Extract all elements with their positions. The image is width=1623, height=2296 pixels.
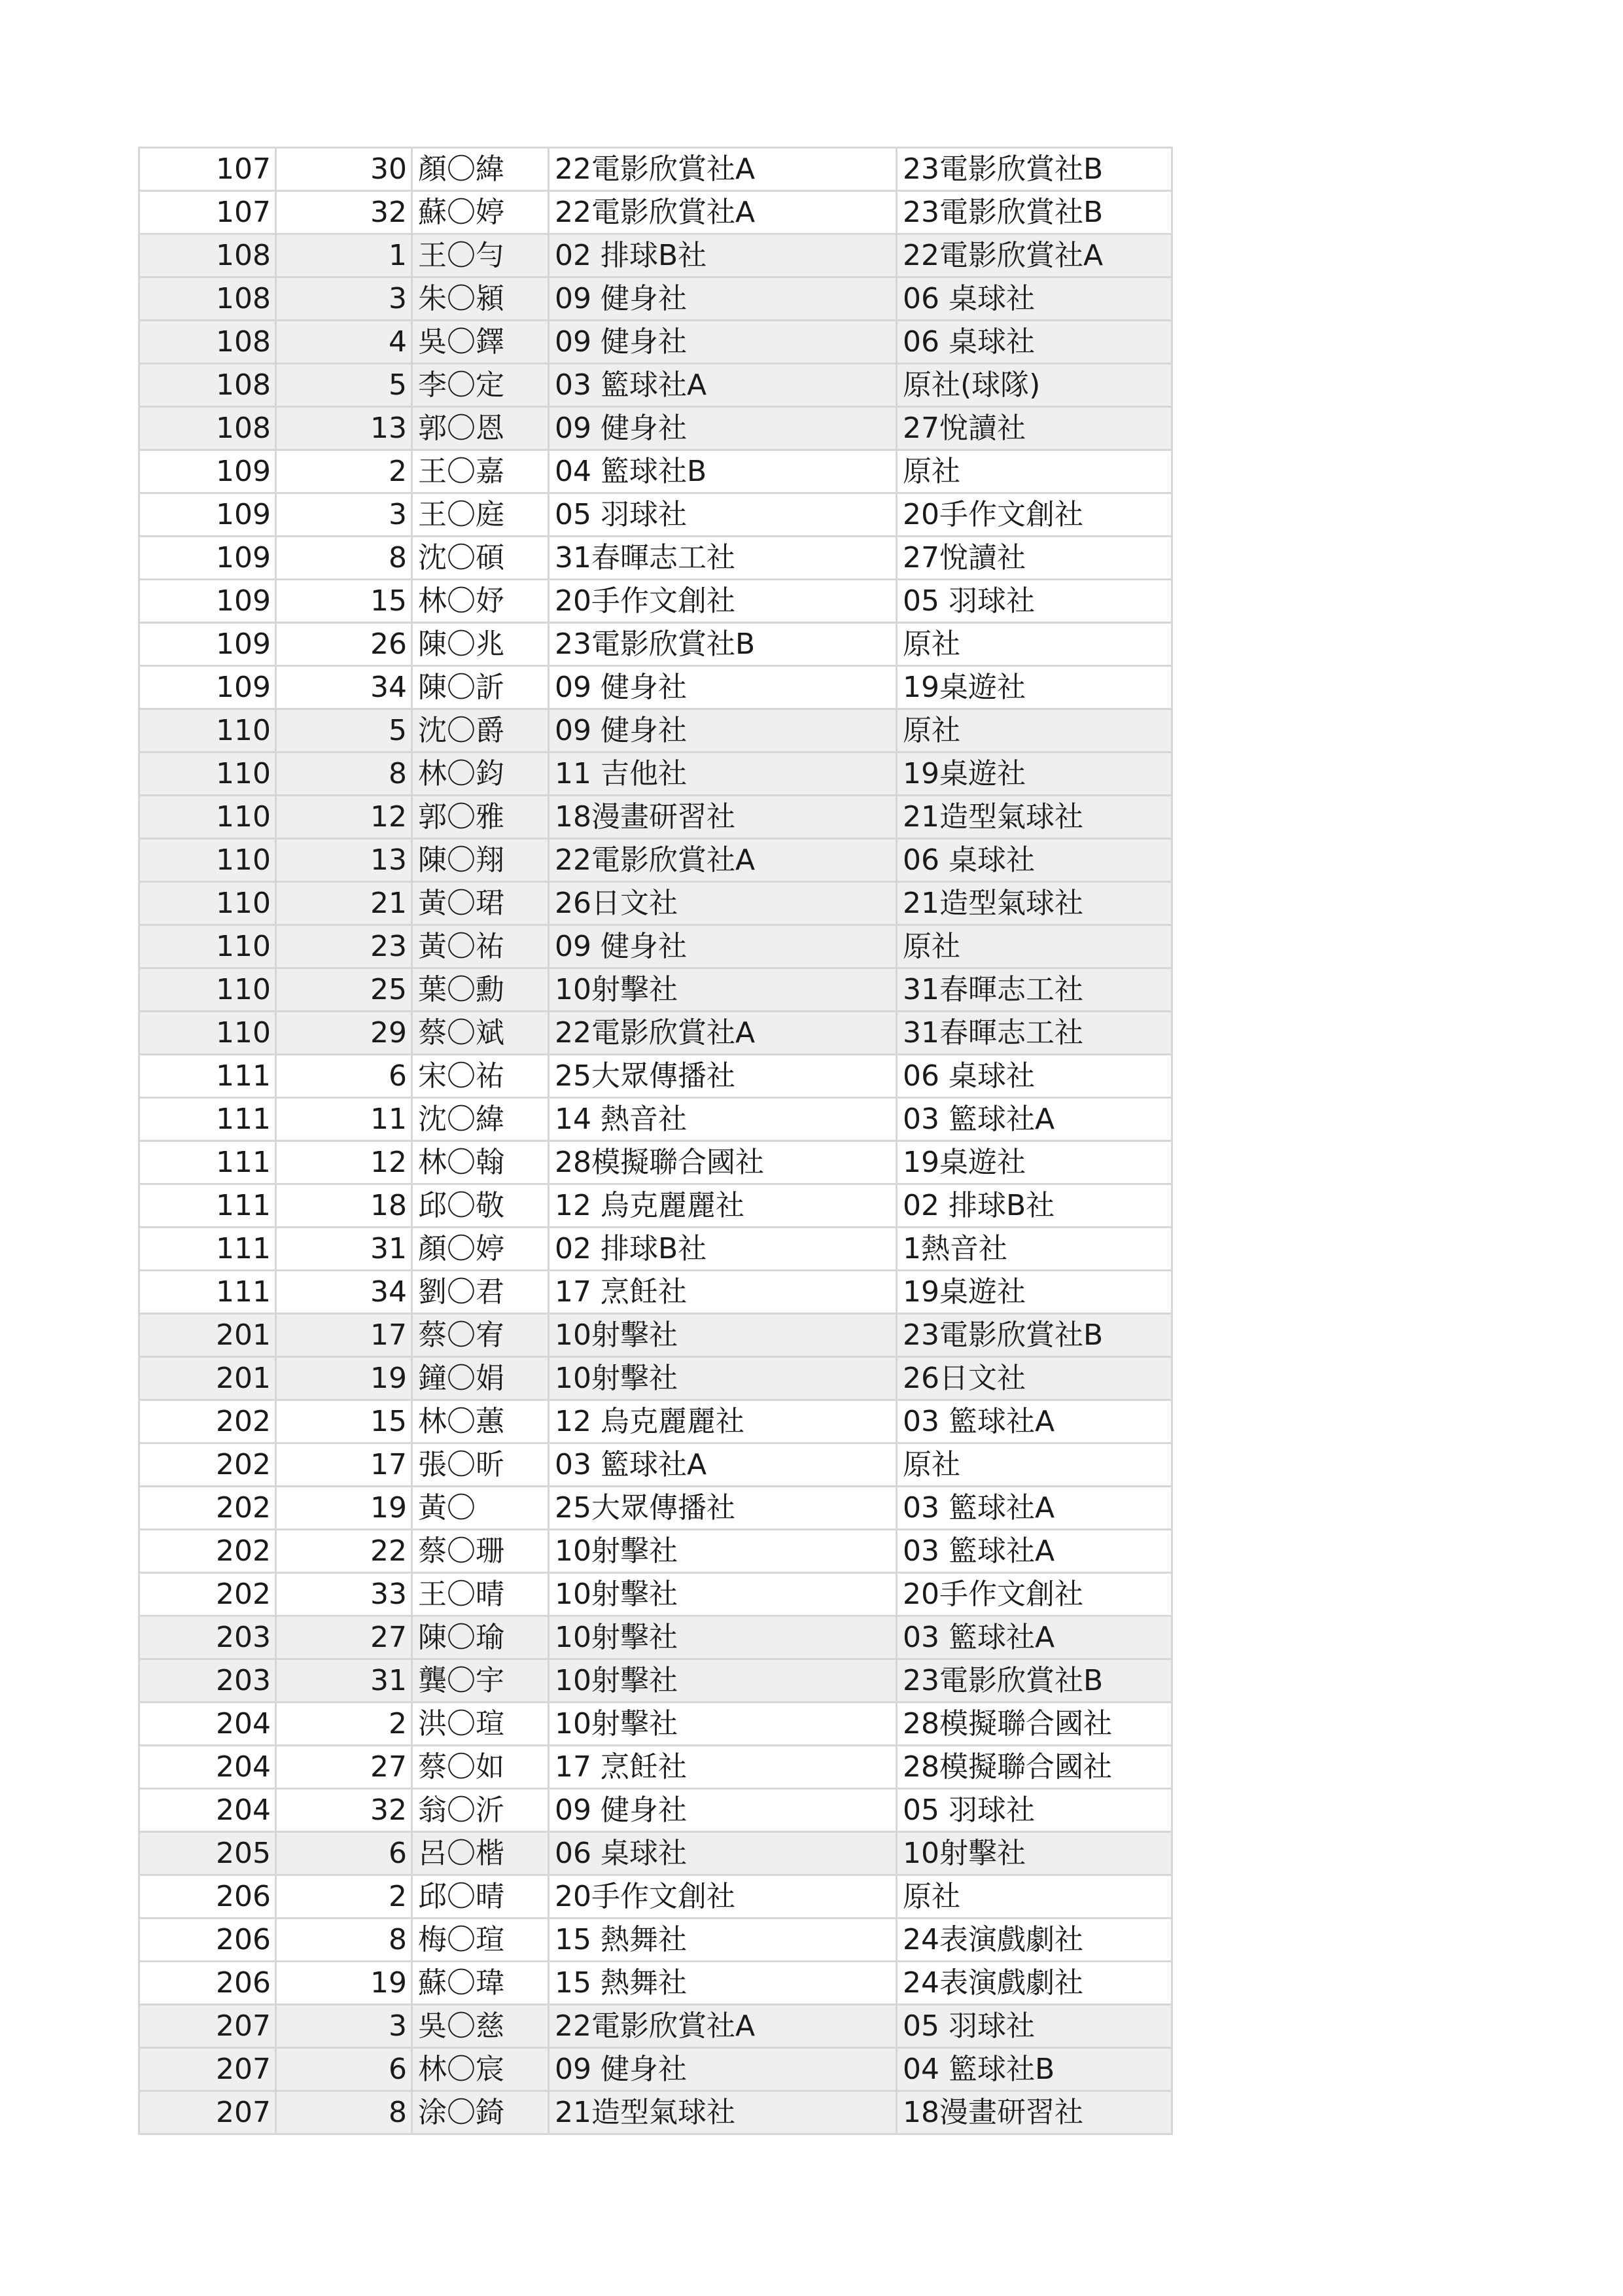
student-name-cell: 劉〇君	[412, 1271, 549, 1314]
seat-number-cell: 27	[276, 1616, 412, 1659]
student-name-cell: 王〇晴	[412, 1573, 549, 1616]
table-row	[139, 1962, 1172, 2005]
seat-number-cell: 1	[276, 234, 412, 277]
club-first-cell: 12 烏克麗麗社	[549, 1400, 897, 1443]
student-name-cell: 邱〇敬	[412, 1184, 549, 1227]
student-name-cell: 沈〇爵	[412, 709, 549, 752]
student-name-cell: 張〇昕	[412, 1443, 549, 1487]
club-first-cell: 12 烏克麗麗社	[549, 1184, 897, 1227]
club-first-cell: 10射擊社	[549, 1357, 897, 1400]
club-second-cell: 原社(球隊)	[897, 364, 1172, 407]
class-cell: 207	[139, 2005, 276, 2048]
seat-number-cell: 33	[276, 1573, 412, 1616]
club-first-cell: 22電影欣賞社A	[549, 2005, 897, 2048]
seat-number-cell: 27	[276, 1746, 412, 1789]
club-first-cell: 25大眾傳播社	[549, 1487, 897, 1530]
student-name-cell: 王〇勻	[412, 234, 549, 277]
table-row	[139, 148, 1172, 191]
student-name-cell: 蘇〇瑋	[412, 1962, 549, 2005]
student-name-cell: 沈〇碩	[412, 537, 549, 580]
club-first-cell: 05 羽球社	[549, 493, 897, 537]
table-row	[139, 1530, 1172, 1573]
table-row	[139, 2048, 1172, 2091]
club-first-cell: 22電影欣賞社A	[549, 839, 897, 882]
club-second-cell: 21造型氣球社	[897, 882, 1172, 925]
seat-number-cell: 30	[276, 148, 412, 191]
seat-number-cell: 19	[276, 1487, 412, 1530]
club-first-cell: 10射擊社	[549, 1659, 897, 1703]
class-cell: 110	[139, 1012, 276, 1055]
class-cell: 111	[139, 1141, 276, 1184]
table-row	[139, 407, 1172, 450]
class-cell: 108	[139, 321, 276, 364]
club-second-cell: 原社	[897, 450, 1172, 493]
club-second-cell: 03 籃球社A	[897, 1098, 1172, 1141]
club-second-cell: 22電影欣賞社A	[897, 234, 1172, 277]
table-row	[139, 709, 1172, 752]
table-row	[139, 580, 1172, 623]
seat-number-cell: 8	[276, 1918, 412, 1962]
club-second-cell: 18漫畫研習社	[897, 2091, 1172, 2134]
table-row	[139, 1443, 1172, 1487]
table-row	[139, 493, 1172, 537]
seat-number-cell: 6	[276, 1055, 412, 1098]
seat-number-cell: 34	[276, 1271, 412, 1314]
club-first-cell: 09 健身社	[549, 321, 897, 364]
seat-number-cell: 12	[276, 796, 412, 839]
student-name-cell: 王〇庭	[412, 493, 549, 537]
seat-number-cell: 3	[276, 277, 412, 321]
seat-number-cell: 34	[276, 666, 412, 709]
club-second-cell: 1熱音社	[897, 1227, 1172, 1271]
seat-number-cell: 32	[276, 191, 412, 234]
class-cell: 207	[139, 2048, 276, 2091]
table-row	[139, 1400, 1172, 1443]
student-name-cell: 林〇宸	[412, 2048, 549, 2091]
table-body	[139, 148, 1172, 2134]
club-first-cell: 09 健身社	[549, 2048, 897, 2091]
club-first-cell: 09 健身社	[549, 277, 897, 321]
seat-number-cell: 21	[276, 882, 412, 925]
club-first-cell: 09 健身社	[549, 407, 897, 450]
club-second-cell: 23電影欣賞社B	[897, 191, 1172, 234]
student-name-cell: 蔡〇珊	[412, 1530, 549, 1573]
class-cell: 107	[139, 191, 276, 234]
club-second-cell: 原社	[897, 1875, 1172, 1918]
student-name-cell: 林〇鈞	[412, 752, 549, 796]
club-second-cell: 03 籃球社A	[897, 1530, 1172, 1573]
class-cell: 109	[139, 580, 276, 623]
club-second-cell: 28模擬聯合國社	[897, 1746, 1172, 1789]
class-cell: 201	[139, 1314, 276, 1357]
class-cell: 203	[139, 1659, 276, 1703]
seat-number-cell: 3	[276, 2005, 412, 2048]
class-cell: 202	[139, 1530, 276, 1573]
class-cell: 107	[139, 148, 276, 191]
club-second-cell: 06 桌球社	[897, 839, 1172, 882]
club-second-cell: 04 籃球社B	[897, 2048, 1172, 2091]
seat-number-cell: 18	[276, 1184, 412, 1227]
class-cell: 109	[139, 666, 276, 709]
seat-number-cell: 25	[276, 968, 412, 1012]
student-name-cell: 邱〇晴	[412, 1875, 549, 1918]
club-second-cell: 19桌遊社	[897, 666, 1172, 709]
student-name-cell: 龔〇宇	[412, 1659, 549, 1703]
club-first-cell: 18漫畫研習社	[549, 796, 897, 839]
student-name-cell: 蔡〇宥	[412, 1314, 549, 1357]
class-cell: 202	[139, 1573, 276, 1616]
student-name-cell: 顏〇婷	[412, 1227, 549, 1271]
seat-number-cell: 2	[276, 450, 412, 493]
class-cell: 111	[139, 1098, 276, 1141]
club-first-cell: 21造型氣球社	[549, 2091, 897, 2134]
club-first-cell: 15 熱舞社	[549, 1962, 897, 2005]
table-row	[139, 234, 1172, 277]
club-second-cell: 原社	[897, 1443, 1172, 1487]
club-first-cell: 10射擊社	[549, 968, 897, 1012]
student-name-cell: 鐘〇娟	[412, 1357, 549, 1400]
class-cell: 109	[139, 623, 276, 666]
seat-number-cell: 13	[276, 407, 412, 450]
class-cell: 206	[139, 1918, 276, 1962]
table-row	[139, 1789, 1172, 1832]
club-transfer-table	[138, 147, 1173, 2135]
class-cell: 202	[139, 1487, 276, 1530]
club-second-cell: 原社	[897, 623, 1172, 666]
class-cell: 207	[139, 2091, 276, 2134]
club-second-cell: 19桌遊社	[897, 1141, 1172, 1184]
student-name-cell: 黃〇	[412, 1487, 549, 1530]
club-first-cell: 10射擊社	[549, 1616, 897, 1659]
club-second-cell: 02 排球B社	[897, 1184, 1172, 1227]
table-row	[139, 2091, 1172, 2134]
student-name-cell: 陳〇瑜	[412, 1616, 549, 1659]
club-second-cell: 19桌遊社	[897, 752, 1172, 796]
club-second-cell: 31春暉志工社	[897, 968, 1172, 1012]
table-row	[139, 191, 1172, 234]
student-name-cell: 林〇翰	[412, 1141, 549, 1184]
seat-number-cell: 22	[276, 1530, 412, 1573]
table-row	[139, 968, 1172, 1012]
table-row	[139, 364, 1172, 407]
class-cell: 111	[139, 1055, 276, 1098]
club-first-cell: 31春暉志工社	[549, 537, 897, 580]
student-name-cell: 蔡〇斌	[412, 1012, 549, 1055]
seat-number-cell: 29	[276, 1012, 412, 1055]
seat-number-cell: 17	[276, 1443, 412, 1487]
club-first-cell: 09 健身社	[549, 666, 897, 709]
class-cell: 206	[139, 1962, 276, 2005]
seat-number-cell: 6	[276, 1832, 412, 1875]
club-first-cell: 22電影欣賞社A	[549, 148, 897, 191]
student-name-cell: 王〇嘉	[412, 450, 549, 493]
seat-number-cell: 5	[276, 709, 412, 752]
student-name-cell: 陳〇兆	[412, 623, 549, 666]
class-cell: 206	[139, 1875, 276, 1918]
class-cell: 202	[139, 1443, 276, 1487]
club-first-cell: 03 籃球社A	[549, 1443, 897, 1487]
student-name-cell: 陳〇訢	[412, 666, 549, 709]
student-name-cell: 沈〇緯	[412, 1098, 549, 1141]
club-second-cell: 06 桌球社	[897, 1055, 1172, 1098]
club-first-cell: 03 籃球社A	[549, 364, 897, 407]
club-first-cell: 14 熱音社	[549, 1098, 897, 1141]
seat-number-cell: 8	[276, 2091, 412, 2134]
table-row	[139, 1832, 1172, 1875]
student-name-cell: 顏〇緯	[412, 148, 549, 191]
table-row	[139, 839, 1172, 882]
table-row	[139, 1659, 1172, 1703]
club-first-cell: 20手作文創社	[549, 1875, 897, 1918]
class-cell: 110	[139, 796, 276, 839]
table-row	[139, 1141, 1172, 1184]
table-row	[139, 666, 1172, 709]
club-first-cell: 11 吉他社	[549, 752, 897, 796]
club-second-cell: 20手作文創社	[897, 493, 1172, 537]
table-row	[139, 1918, 1172, 1962]
class-cell: 204	[139, 1746, 276, 1789]
club-second-cell: 原社	[897, 925, 1172, 968]
class-cell: 110	[139, 752, 276, 796]
table-row	[139, 1271, 1172, 1314]
club-first-cell: 10射擊社	[549, 1573, 897, 1616]
club-first-cell: 15 熱舞社	[549, 1918, 897, 1962]
class-cell: 110	[139, 882, 276, 925]
table-row	[139, 2005, 1172, 2048]
table-row	[139, 623, 1172, 666]
club-second-cell: 06 桌球社	[897, 277, 1172, 321]
seat-number-cell: 32	[276, 1789, 412, 1832]
seat-number-cell: 31	[276, 1227, 412, 1271]
table-row	[139, 1616, 1172, 1659]
student-name-cell: 吳〇鐸	[412, 321, 549, 364]
seat-number-cell: 5	[276, 364, 412, 407]
class-cell: 109	[139, 450, 276, 493]
table-row	[139, 537, 1172, 580]
table-row	[139, 277, 1172, 321]
club-second-cell: 28模擬聯合國社	[897, 1703, 1172, 1746]
class-cell: 108	[139, 364, 276, 407]
seat-number-cell: 31	[276, 1659, 412, 1703]
club-first-cell: 28模擬聯合國社	[549, 1141, 897, 1184]
table-row	[139, 1746, 1172, 1789]
club-first-cell: 04 籃球社B	[549, 450, 897, 493]
class-cell: 203	[139, 1616, 276, 1659]
club-first-cell: 22電影欣賞社A	[549, 1012, 897, 1055]
table-row	[139, 1357, 1172, 1400]
table-row	[139, 1703, 1172, 1746]
club-second-cell: 03 籃球社A	[897, 1616, 1172, 1659]
table-row	[139, 1227, 1172, 1271]
student-name-cell: 郭〇雅	[412, 796, 549, 839]
seat-number-cell: 2	[276, 1703, 412, 1746]
student-name-cell: 陳〇翔	[412, 839, 549, 882]
club-first-cell: 09 健身社	[549, 925, 897, 968]
class-cell: 201	[139, 1357, 276, 1400]
club-first-cell: 26日文社	[549, 882, 897, 925]
club-first-cell: 20手作文創社	[549, 580, 897, 623]
table-row	[139, 925, 1172, 968]
class-cell: 108	[139, 277, 276, 321]
student-name-cell: 黃〇珺	[412, 882, 549, 925]
club-second-cell: 10射擊社	[897, 1832, 1172, 1875]
club-first-cell: 17 烹飪社	[549, 1746, 897, 1789]
club-second-cell: 23電影欣賞社B	[897, 1659, 1172, 1703]
student-name-cell: 郭〇恩	[412, 407, 549, 450]
table-row	[139, 1487, 1172, 1530]
seat-number-cell: 4	[276, 321, 412, 364]
seat-number-cell: 15	[276, 580, 412, 623]
table-row	[139, 1055, 1172, 1098]
table-row	[139, 1098, 1172, 1141]
table-row	[139, 1875, 1172, 1918]
club-first-cell: 17 烹飪社	[549, 1271, 897, 1314]
student-name-cell: 吳〇慈	[412, 2005, 549, 2048]
student-name-cell: 蘇〇婷	[412, 191, 549, 234]
club-first-cell: 09 健身社	[549, 1789, 897, 1832]
club-second-cell: 21造型氣球社	[897, 796, 1172, 839]
table-row	[139, 1012, 1172, 1055]
club-first-cell: 06 桌球社	[549, 1832, 897, 1875]
club-second-cell: 原社	[897, 709, 1172, 752]
club-second-cell: 05 羽球社	[897, 1789, 1172, 1832]
class-cell: 111	[139, 1271, 276, 1314]
class-cell: 111	[139, 1227, 276, 1271]
table-row	[139, 1184, 1172, 1227]
seat-number-cell: 15	[276, 1400, 412, 1443]
seat-number-cell: 3	[276, 493, 412, 537]
student-name-cell: 葉〇勳	[412, 968, 549, 1012]
club-second-cell: 27悅讀社	[897, 407, 1172, 450]
club-first-cell: 02 排球B社	[549, 234, 897, 277]
class-cell: 109	[139, 537, 276, 580]
class-cell: 204	[139, 1703, 276, 1746]
student-name-cell: 翁〇沂	[412, 1789, 549, 1832]
seat-number-cell: 2	[276, 1875, 412, 1918]
club-second-cell: 03 籃球社A	[897, 1400, 1172, 1443]
club-second-cell: 19桌遊社	[897, 1271, 1172, 1314]
club-second-cell: 27悅讀社	[897, 537, 1172, 580]
seat-number-cell: 19	[276, 1357, 412, 1400]
table-row	[139, 1314, 1172, 1357]
student-name-cell: 林〇蕙	[412, 1400, 549, 1443]
table-row	[139, 1573, 1172, 1616]
seat-number-cell: 8	[276, 752, 412, 796]
table-row	[139, 321, 1172, 364]
seat-number-cell: 23	[276, 925, 412, 968]
club-second-cell: 05 羽球社	[897, 580, 1172, 623]
club-second-cell: 23電影欣賞社B	[897, 1314, 1172, 1357]
club-second-cell: 06 桌球社	[897, 321, 1172, 364]
seat-number-cell: 12	[276, 1141, 412, 1184]
class-cell: 110	[139, 968, 276, 1012]
club-second-cell: 05 羽球社	[897, 2005, 1172, 2048]
student-name-cell: 林〇妤	[412, 580, 549, 623]
class-cell: 202	[139, 1400, 276, 1443]
student-name-cell: 宋〇祐	[412, 1055, 549, 1098]
seat-number-cell: 26	[276, 623, 412, 666]
club-first-cell: 22電影欣賞社A	[549, 191, 897, 234]
club-second-cell: 20手作文創社	[897, 1573, 1172, 1616]
club-first-cell: 23電影欣賞社B	[549, 623, 897, 666]
class-cell: 205	[139, 1832, 276, 1875]
club-second-cell: 23電影欣賞社B	[897, 148, 1172, 191]
table-row	[139, 882, 1172, 925]
student-name-cell: 洪〇瑄	[412, 1703, 549, 1746]
seat-number-cell: 19	[276, 1962, 412, 2005]
student-name-cell: 黃〇祐	[412, 925, 549, 968]
club-first-cell: 10射擊社	[549, 1703, 897, 1746]
student-name-cell: 梅〇瑄	[412, 1918, 549, 1962]
club-second-cell: 24表演戲劇社	[897, 1918, 1172, 1962]
seat-number-cell: 8	[276, 537, 412, 580]
club-second-cell: 03 籃球社A	[897, 1487, 1172, 1530]
seat-number-cell: 6	[276, 2048, 412, 2091]
class-cell: 110	[139, 839, 276, 882]
student-name-cell: 涂〇錡	[412, 2091, 549, 2134]
club-second-cell: 26日文社	[897, 1357, 1172, 1400]
table-row	[139, 752, 1172, 796]
table-row	[139, 450, 1172, 493]
club-first-cell: 25大眾傳播社	[549, 1055, 897, 1098]
club-first-cell: 02 排球B社	[549, 1227, 897, 1271]
class-cell: 108	[139, 234, 276, 277]
student-name-cell: 蔡〇如	[412, 1746, 549, 1789]
class-cell: 110	[139, 709, 276, 752]
student-name-cell: 朱〇潁	[412, 277, 549, 321]
class-cell: 204	[139, 1789, 276, 1832]
seat-number-cell: 13	[276, 839, 412, 882]
class-cell: 108	[139, 407, 276, 450]
student-name-cell: 呂〇楷	[412, 1832, 549, 1875]
club-second-cell: 24表演戲劇社	[897, 1962, 1172, 2005]
club-first-cell: 10射擊社	[549, 1314, 897, 1357]
club-second-cell: 31春暉志工社	[897, 1012, 1172, 1055]
table-row	[139, 796, 1172, 839]
club-first-cell: 09 健身社	[549, 709, 897, 752]
seat-number-cell: 17	[276, 1314, 412, 1357]
class-cell: 111	[139, 1184, 276, 1227]
seat-number-cell: 11	[276, 1098, 412, 1141]
class-cell: 110	[139, 925, 276, 968]
class-cell: 109	[139, 493, 276, 537]
club-first-cell: 10射擊社	[549, 1530, 897, 1573]
student-name-cell: 李〇定	[412, 364, 549, 407]
